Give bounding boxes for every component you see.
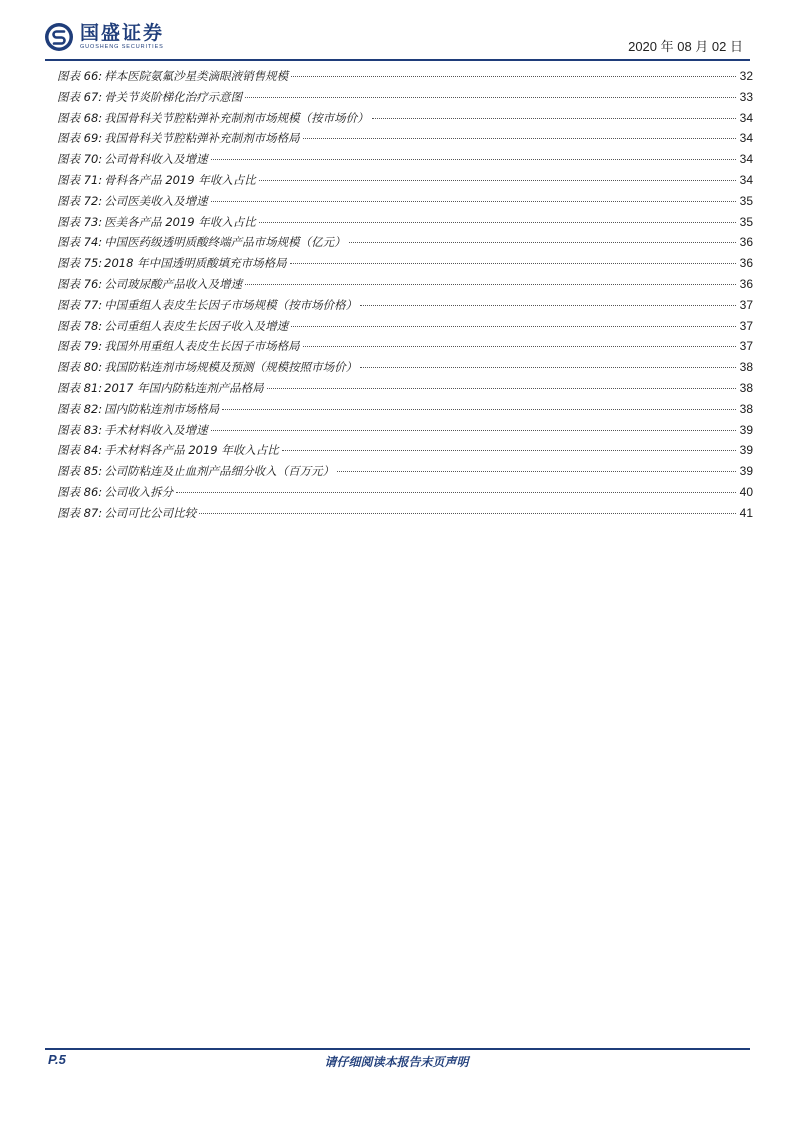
toc-dot-leader — [349, 242, 736, 243]
toc-dot-leader — [291, 326, 736, 327]
toc-entry-label: 图表 80: — [57, 360, 103, 375]
toc-entry-title: 我国外用重组人表皮生长因子市场格局 — [104, 339, 300, 354]
figure-list — [57, 68, 753, 526]
toc-entry-label: 图表 77: — [57, 297, 103, 312]
toc-entry-title: 国内防粘连剂市场格局 — [104, 401, 220, 416]
toc-entry-page: 35 — [739, 214, 753, 229]
toc-dot-leader — [282, 450, 736, 451]
toc-entry-title: 公司重组人表皮生长因子收入及增速 — [104, 318, 289, 333]
toc-entry-title: 2017 年国内防粘连剂产品格局 — [104, 380, 264, 395]
toc-entry-label: 图表 78: — [57, 318, 103, 333]
toc-entry[interactable] — [57, 422, 753, 443]
toc-entry-page: 37 — [739, 339, 753, 354]
toc-entry-page: 37 — [739, 297, 753, 312]
toc-entry-title: 公司可比公司比较 — [104, 505, 197, 520]
toc-entry-page: 36 — [739, 235, 753, 250]
toc-entry[interactable] — [57, 214, 753, 235]
toc-entry-label: 图表 81: — [57, 380, 103, 395]
toc-entry[interactable] — [57, 359, 753, 380]
toc-entry-page: 35 — [739, 193, 753, 208]
toc-entry[interactable] — [57, 68, 753, 89]
toc-entry[interactable] — [57, 276, 753, 297]
toc-dot-leader — [267, 388, 736, 389]
toc-entry-label: 图表 71: — [57, 172, 103, 187]
toc-entry-title: 公司收入拆分 — [104, 484, 174, 499]
toc-dot-leader — [290, 263, 736, 264]
toc-entry-title: 骨关节炎阶梯化治疗示意图 — [104, 89, 243, 104]
toc-dot-leader — [337, 471, 736, 472]
toc-entry-page: 38 — [739, 380, 753, 395]
toc-entry-page: 34 — [739, 110, 753, 125]
toc-entry[interactable] — [57, 297, 753, 318]
toc-entry-label: 图表 85: — [57, 464, 103, 479]
toc-entry-title: 中国重组人表皮生长因子市场规模（按市场价格） — [104, 297, 358, 312]
toc-entry[interactable] — [57, 380, 753, 401]
toc-entry-title: 2018 年中国透明质酸填充市场格局 — [104, 256, 287, 271]
toc-entry-label: 图表 72: — [57, 193, 103, 208]
toc-entry-label: 图表 84: — [57, 443, 103, 458]
page-number: P.5 — [48, 1052, 66, 1067]
toc-dot-leader — [211, 430, 736, 431]
toc-entry-title: 样本医院氨氟沙星类滴眼液销售规模 — [104, 69, 289, 83]
toc-entry-title: 医美各产品 2019 年收入占比 — [104, 214, 256, 229]
toc-entry-label: 图表 73: — [57, 214, 103, 229]
toc-entry-title: 中国医药级透明质酸终端产品市场规模（亿元） — [104, 235, 346, 250]
toc-entry-label: 图表 83: — [57, 422, 103, 437]
toc-entry-page: 38 — [739, 401, 753, 416]
toc-entry-page: 36 — [739, 276, 753, 291]
toc-entry[interactable] — [57, 318, 753, 339]
toc-entry[interactable] — [57, 110, 753, 131]
toc-entry-label: 图表 67: — [57, 89, 103, 104]
toc-entry[interactable] — [57, 172, 753, 193]
toc-entry[interactable] — [57, 505, 753, 526]
toc-entry-title: 手术材料各产品 2019 年收入占比 — [104, 443, 279, 458]
toc-entry[interactable] — [57, 234, 753, 255]
toc-entry-page: 39 — [739, 464, 753, 479]
toc-entry[interactable] — [57, 89, 753, 110]
toc-entry-label: 图表 76: — [57, 276, 103, 291]
toc-entry-title: 我国防粘连剂市场规模及预测（规模按照市场价） — [104, 360, 358, 375]
toc-dot-leader — [259, 222, 736, 223]
toc-dot-leader — [176, 492, 736, 493]
header-divider — [45, 59, 750, 61]
toc-dot-leader — [372, 118, 736, 119]
toc-entry[interactable] — [57, 193, 753, 214]
toc-entry-page: 39 — [739, 422, 753, 437]
toc-dot-leader — [303, 138, 736, 139]
toc-entry[interactable] — [57, 401, 753, 422]
toc-entry-page: 39 — [739, 443, 753, 458]
toc-dot-leader — [245, 97, 736, 98]
logo-cn-text: 国盛证券 — [80, 22, 165, 44]
toc-entry[interactable] — [57, 442, 753, 463]
toc-dot-leader — [360, 367, 736, 368]
toc-dot-leader — [199, 513, 736, 514]
toc-entry-title: 我国骨科关节腔粘弹补充制剂市场规模（按市场价） — [104, 110, 369, 125]
toc-entry-label: 图表 74: — [57, 235, 103, 250]
toc-dot-leader — [222, 409, 736, 410]
toc-entry[interactable] — [57, 130, 753, 151]
toc-entry-title: 公司医美收入及增速 — [104, 193, 208, 208]
footer-divider — [45, 1048, 750, 1050]
toc-entry-title: 公司骨科收入及增速 — [104, 152, 208, 167]
toc-entry-label: 图表 86: — [57, 484, 103, 499]
toc-entry-label: 图表 70: — [57, 152, 103, 167]
toc-entry-title: 公司玻尿酸产品收入及增速 — [104, 276, 243, 291]
toc-entry[interactable] — [57, 338, 753, 359]
toc-dot-leader — [211, 201, 736, 202]
toc-dot-leader — [360, 305, 736, 306]
page-header — [0, 0, 793, 62]
toc-entry-page: 32 — [739, 69, 753, 83]
toc-entry-page: 40 — [739, 484, 753, 499]
toc-entry-label: 图表 75: — [57, 256, 103, 271]
footer-disclaimer: 请仔细阅读本报告末页声明 — [324, 1055, 469, 1069]
toc-entry-label: 图表 87: — [57, 505, 103, 520]
toc-entry[interactable] — [57, 255, 753, 276]
company-logo — [44, 22, 164, 52]
toc-entry-page: 34 — [739, 131, 753, 146]
toc-entry-page: 34 — [739, 172, 753, 187]
logo-en-text: GUOSHENG SECURITIES — [80, 44, 164, 50]
toc-entry-title: 手术材料收入及增速 — [104, 422, 208, 437]
toc-entry-page: 38 — [739, 360, 753, 375]
toc-entry-title: 骨科各产品 2019 年收入占比 — [104, 172, 256, 187]
toc-entry-page: 41 — [739, 505, 753, 520]
toc-entry-label: 图表 82: — [57, 401, 103, 416]
toc-entry[interactable] — [57, 463, 753, 484]
toc-entry-title: 公司防粘连及止血剂产品细分收入（百万元） — [104, 464, 335, 479]
toc-entry-page: 34 — [739, 152, 753, 167]
guosheng-logo-icon — [44, 22, 74, 52]
toc-entry-label: 图表 69: — [57, 131, 103, 146]
toc-entry-title: 我国骨科关节腔粘弹补充制剂市场格局 — [104, 131, 300, 146]
toc-entry-page: 36 — [739, 256, 753, 271]
toc-entry-page: 33 — [739, 89, 753, 104]
report-date: 2020 年 08 月 02 日 — [628, 39, 743, 54]
toc-entry-label: 图表 66: — [57, 69, 103, 83]
toc-dot-leader — [291, 76, 736, 77]
toc-entry-label: 图表 79: — [57, 339, 103, 354]
toc-dot-leader — [211, 159, 736, 160]
toc-dot-leader — [245, 284, 736, 285]
toc-entry-page: 37 — [739, 318, 753, 333]
toc-dot-leader — [303, 346, 736, 347]
toc-entry[interactable] — [57, 151, 753, 172]
toc-entry[interactable] — [57, 484, 753, 505]
toc-dot-leader — [259, 180, 736, 181]
toc-entry-label: 图表 68: — [57, 110, 103, 125]
